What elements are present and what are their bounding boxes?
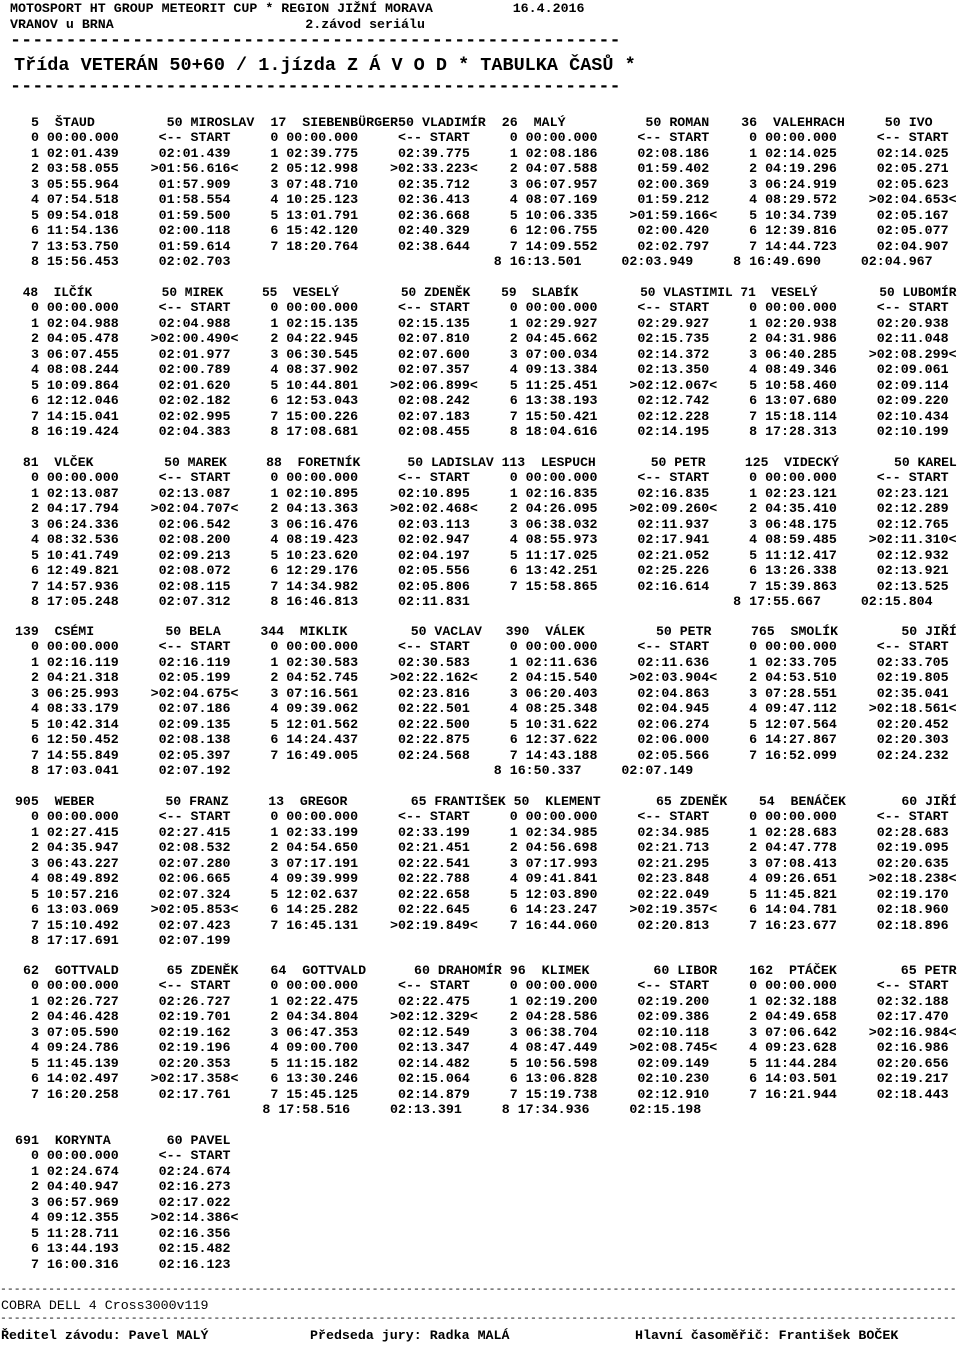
lap-row: 7 16:00.316 02:16.123 [15, 1256, 231, 1272]
lap-row: 6 14:02.497 >02:17.358< 6 13:30.246 02:15.064 6 13:06.828 02:10.230 6 14:03.501 02:19.217 [15, 1071, 949, 1087]
lap-row: 0 00:00.000 <-- START 0 00:00.000 <-- START 0 00:00.000 <-- START 0 00:00.000 <-- START [15, 809, 949, 825]
lap-row: 1 02:13.087 02:13.087 1 02:10.895 02:10.895 1 02:16.835 02:16.835 1 02:23.121 02:23.121 [15, 485, 949, 501]
rider-header-row: 48 ILČÍK 50 MIREK 55 VESELÝ 50 ZDENĚK 59 SLABÍK 50 VLASTIMIL 71 VESELÝ 50 LUBOMÍR [15, 285, 957, 300]
lap-row: 2 04:21.318 02:05.199 2 04:52.745 >02:22.162< 2 04:15.540 >02:03.904< 2 04:53.510 02:19.805 [15, 670, 949, 686]
lap-row: 0 00:00.000 <-- START 0 00:00.000 <-- START 0 00:00.000 <-- START 0 00:00.000 <-- START [15, 639, 949, 655]
lap-row: 3 07:05.590 02:19.162 3 06:47.353 02:12.549 3 06:38.704 02:10.118 3 07:06.642 >02:16.984< [15, 1024, 957, 1040]
rider-header-row: 905 WEBER 50 FRANZ 13 GREGOR 65 FRANTIŠEK 50 KLEMENT 65 ZDENĚK 54 BENÁČEK 60 JIŘÍ [15, 794, 957, 809]
lap-row: 3 06:43.227 02:07.280 3 07:17.191 02:22.541 3 07:17.993 02:21.295 3 07:08.413 02:20.635 [15, 855, 949, 871]
lap-row: 1 02:01.439 02:01.439 1 02:39.775 02:39.775 1 02:08.186 02:08.186 1 02:14.025 02:14.025 [15, 145, 949, 161]
lap-row: 8 17:05.248 02:07.312 8 16:46.813 02:11.831 8 17:55.667 02:15.804 [15, 593, 933, 609]
footer-rule: ------------------------------------------------------------------------------------------------------------------------------------------- [0, 1283, 957, 1296]
lap-row: 1 02:16.119 02:16.119 1 02:30.583 02:30.583 1 02:11.636 02:11.636 1 02:33.705 02:33.705 [15, 654, 949, 670]
lap-row: 6 12:49.821 02:08.072 6 12:29.176 02:05.556 6 13:42.251 02:25.226 6 13:26.338 02:13.921 [15, 563, 949, 579]
lap-row: 0 00:00.000 <-- START 0 00:00.000 <-- START 0 00:00.000 <-- START 0 00:00.000 <-- START [15, 300, 949, 316]
rider-header-row: 81 VLČEK 50 MAREK 88 FORETNÍK 50 LADISLAV 113 LESPUCH 50 PETR 125 VIDECKÝ 50 KAREL [15, 455, 957, 470]
lap-row: 4 08:08.244 02:00.789 4 08:37.902 02:07.357 4 09:13.384 02:13.350 4 08:49.346 02:09.061 [15, 362, 949, 378]
lap-row: 4 07:54.518 01:58.554 4 10:25.123 02:36.413 4 08:07.169 01:59.212 4 08:29.572 >02:04.653< [15, 192, 957, 208]
lap-row: 0 00:00.000 <-- START 0 00:00.000 <-- START 0 00:00.000 <-- START 0 00:00.000 <-- START [15, 130, 949, 146]
chief-timekeeper: Hlavní časoměřič: František BOČEK [635, 1328, 899, 1343]
page-title: Třída VETERÁN 50+60 / 1.jízda Z Á V O D * TABULKA ČASŮ * [14, 55, 636, 76]
lap-row: 8 15:56.453 02:02.703 8 16:13.501 02:03.949 8 16:49.690 02:04.967 [15, 253, 933, 269]
lap-row: 4 08:33.179 02:07.186 4 09:39.062 02:22.501 4 08:25.348 02:04.945 4 09:47.112 >02:18.561< [15, 701, 957, 717]
lap-row: 4 08:49.892 02:06.665 4 09:39.999 02:22.788 4 09:41.841 02:23.848 4 09:26.651 >02:18.238< [15, 871, 957, 887]
race-director: Ředitel závodu: Pavel MALÝ [1, 1328, 209, 1343]
lap-row: 6 11:54.136 02:00.118 6 15:42.120 02:40.329 6 12:06.755 02:00.420 6 12:39.816 02:05.077 [15, 223, 949, 239]
lap-row: 3 06:24.336 02:06.542 3 06:16.476 02:03.113 3 06:38.032 02:11.937 3 06:48.175 02:12.765 [15, 516, 949, 532]
lap-row: 5 10:09.864 02:01.620 5 10:44.801 >02:06.899< 5 11:25.451 >02:12.067< 5 10:58.460 02:09.114 [15, 377, 949, 393]
jury-chairman: Předseda jury: Radka MALÁ [310, 1328, 510, 1343]
lap-row: 7 13:53.750 01:59.614 7 18:20.764 02:38.644 7 14:09.552 02:02.797 7 14:44.723 02:04.907 [15, 238, 949, 254]
lap-row: 7 14:55.849 02:05.397 7 16:49.005 02:24.568 7 14:43.188 02:05.566 7 16:52.099 02:24.232 [15, 747, 949, 763]
lap-row: 2 04:35.947 02:08.532 2 04:54.650 02:21.451 2 04:56.698 02:21.713 2 04:47.778 02:19.095 [15, 840, 949, 856]
lap-row: 2 04:17.794 >02:04.707< 2 04:13.363 >02:02.468< 2 04:26.095 >02:09.260< 2 04:35.410 02:12.289 [15, 501, 949, 517]
lap-row: 5 10:41.749 02:09.213 5 10:23.620 02:04.197 5 11:17.025 02:21.052 5 11:12.417 02:12.932 [15, 547, 949, 563]
rider-header-row: 691 KORYNTA 60 PAVEL [15, 1133, 231, 1148]
lap-row: 6 12:50.452 02:08.138 6 14:24.437 02:22.875 6 12:37.622 02:06.000 6 14:27.867 02:20.303 [15, 732, 949, 748]
lap-row: 5 09:54.018 01:59.500 5 13:01.791 02:36.668 5 10:06.335 >01:59.166< 5 10:34.739 02:05.167 [15, 207, 949, 223]
rider-header-row: 62 GOTTVALD 65 ZDENĚK 64 GOTTVALD 60 DRAHOMÍR 96 KLIMEK 60 LIBOR 162 PTÁČEK 65 PETR [15, 963, 957, 978]
lap-row: 7 15:10.492 02:07.423 7 16:45.131 >02:19.849< 7 16:44.060 02:20.813 7 16:23.677 02:18.896 [15, 917, 949, 933]
lap-row: 1 02:04.988 02:04.988 1 02:15.135 02:15.135 1 02:29.927 02:29.927 1 02:20.938 02:20.938 [15, 315, 949, 331]
lap-row: 8 17:17.691 02:07.199 [15, 932, 231, 948]
lap-row: 7 14:15.041 02:02.995 7 15:00.226 02:07.183 7 15:50.421 02:12.228 7 15:18.114 02:10.434 [15, 408, 949, 424]
lap-row: 1 02:27.415 02:27.415 1 02:33.199 02:33.199 1 02:34.985 02:34.985 1 02:28.683 02:28.683 [15, 824, 949, 840]
lap-row: 0 00:00.000 <-- START [15, 1148, 231, 1164]
header-separator-bottom: ------------------------------------------------------- [10, 76, 621, 97]
lap-row: 8 17:58.516 02:13.391 8 17:34.936 02:15.198 [15, 1101, 702, 1117]
header-separator-top: ------------------------------------------------------- [10, 30, 621, 51]
lap-row: 2 04:40.947 02:16.273 [15, 1179, 231, 1195]
lap-row: 6 13:03.069 >02:05.853< 6 14:25.282 02:22.645 6 14:23.247 >02:19.357< 6 14:04.781 02:18.960 [15, 902, 949, 918]
lap-row: 5 10:57.216 02:07.324 5 12:02.637 02:22.658 5 12:03.890 02:22.049 5 11:45.821 02:19.170 [15, 886, 949, 902]
lap-row: 3 05:55.964 01:57.909 3 07:48.710 02:35.712 3 06:07.957 02:00.369 3 06:24.919 02:05.623 [15, 176, 949, 192]
lap-row: 2 04:46.428 02:19.701 2 04:34.804 >02:12.329< 2 04:28.586 02:09.386 2 04:49.658 02:17.470 [15, 1009, 949, 1025]
lap-row: 1 02:24.674 02:24.674 [15, 1163, 231, 1179]
rider-header-row: 139 CSÉMI 50 BELA 344 MIKLIK 50 VACLAV 390 VÁLEK 50 PETR 765 SMOLÍK 50 JIŘÍ [15, 624, 957, 639]
lap-row: 1 02:26.727 02:26.727 1 02:22.475 02:22.475 1 02:19.200 02:19.200 1 02:32.188 02:32.188 [15, 993, 949, 1009]
lap-row: 2 03:58.055 >01:56.616< 2 05:12.998 >02:33.223< 2 04:07.588 01:59.402 2 04:19.296 02:05.271 [15, 161, 949, 177]
lap-row: 3 06:07.455 02:01.977 3 06:30.545 02:07.600 3 07:00.034 02:14.372 3 06:40.285 >02:08.299< [15, 346, 957, 362]
lap-row: 4 09:12.355 >02:14.386< [15, 1210, 239, 1226]
lap-row: 3 06:57.969 02:17.022 [15, 1194, 231, 1210]
footer-rule-2: ------------------------------------------------------------------------------------------------------------------------------------------- [0, 1312, 957, 1325]
event-title-line: MOTOSPORT HT GROUP METEORIT CUP * REGION JIŽNÍ MORAVA 16.4.2016 [10, 1, 585, 16]
software-version: COBRA DELL 4 Cross3000v119 [1, 1298, 209, 1313]
rider-header-row: 5 ŠTAUD 50 MIROSLAV 17 SIEBENBÜRGER50 VLADIMÍR 26 MALÝ 50 ROMAN 36 VALEHRACH 50 IVO [15, 115, 933, 130]
lap-row: 5 11:45.139 02:20.353 5 11:15.182 02:14.482 5 10:56.598 02:09.149 5 11:44.284 02:20.656 [15, 1055, 949, 1071]
lap-row: 5 11:28.711 02:16.356 [15, 1225, 231, 1241]
lap-row: 7 14:57.936 02:08.115 7 14:34.982 02:05.806 7 15:58.865 02:16.614 7 15:39.863 02:13.525 [15, 578, 949, 594]
lap-row: 0 00:00.000 <-- START 0 00:00.000 <-- START 0 00:00.000 <-- START 0 00:00.000 <-- START [15, 978, 949, 994]
lap-row: 7 16:20.258 02:17.761 7 15:45.125 02:14.879 7 15:19.738 02:12.910 7 16:21.944 02:18.443 [15, 1086, 949, 1102]
venue-line: VRANOV u BRNA 2.závod seriálu [10, 17, 425, 32]
lap-row: 4 09:24.786 02:19.196 4 09:00.700 02:13.347 4 08:47.449 >02:08.745< 4 09:23.628 02:16.986 [15, 1040, 949, 1056]
lap-row: 2 04:05.478 >02:00.490< 2 04:22.945 02:07.810 2 04:45.662 02:15.735 2 04:31.986 02:11.048 [15, 331, 949, 347]
lap-row: 5 10:42.314 02:09.135 5 12:01.562 02:22.500 5 10:31.622 02:06.274 5 12:07.564 02:20.452 [15, 716, 949, 732]
lap-row: 8 17:03.041 02:07.192 8 16:50.337 02:07.149 [15, 762, 694, 778]
lap-row: 4 08:32.536 02:08.200 4 08:19.423 02:02.947 4 08:55.973 02:17.941 4 08:59.485 >02:11.310< [15, 532, 957, 548]
lap-row: 6 12:12.046 02:02.182 6 12:53.043 02:08.242 6 13:38.193 02:12.742 6 13:07.680 02:09.220 [15, 393, 949, 409]
lap-row: 6 13:44.193 02:15.482 [15, 1241, 231, 1257]
lap-row: 3 06:25.993 >02:04.675< 3 07:16.561 02:23.816 3 06:20.403 02:04.863 3 07:28.551 02:35.041 [15, 685, 949, 701]
lap-row: 8 16:19.424 02:04.383 8 17:08.681 02:08.455 8 18:04.616 02:14.195 8 17:28.313 02:10.199 [15, 423, 949, 439]
lap-row: 0 00:00.000 <-- START 0 00:00.000 <-- START 0 00:00.000 <-- START 0 00:00.000 <-- START [15, 470, 949, 486]
